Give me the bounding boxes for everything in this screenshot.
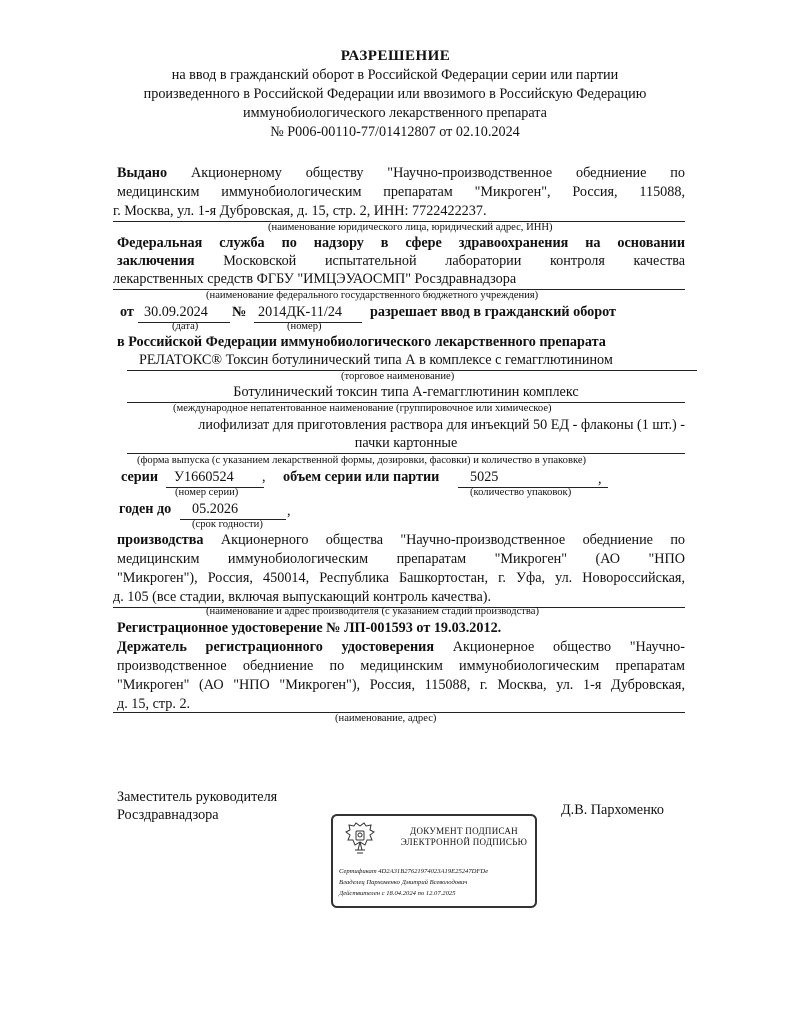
issued-line-2: медицинским иммунобиологическим препаратам "Микроген", Россия, 115088, <box>117 184 685 200</box>
expiry-note: (срок годности) <box>192 519 263 530</box>
manufacturer-line-1 <box>117 531 685 550</box>
stamp-header-line: ДОКУМЕНТ ПОДПИСАН <box>410 826 518 836</box>
batch-volume: 5025 <box>458 468 608 488</box>
series-comma: , <box>262 469 266 485</box>
stamp-certificate: Сертификат 4D2A31B27621974023A19E25247DFDe <box>339 868 489 875</box>
e-signature-stamp <box>331 814 537 908</box>
registration-certificate: Регистрационное удостоверение № ЛП-001593 от 19.03.2012. <box>117 620 502 636</box>
number-note: (номер) <box>287 321 322 332</box>
issued-label: Выдано <box>117 165 168 181</box>
series-note: (номер серии) <box>175 487 239 498</box>
expiry-date: 05.2026 <box>180 500 286 520</box>
holder-note: (наименование, адрес) <box>335 713 437 724</box>
stamp-owner: Владелец Пархоменко Дмитрий Всеволодович <box>339 879 468 886</box>
manufacturer-note: (наименование и адрес производителя (с указанием стадий производства) <box>206 606 539 617</box>
expiry-comma: , <box>287 503 291 519</box>
document-subtitle <box>95 66 695 142</box>
manufacturer-text: Акционерного общества "Научно-производственное обедниение по <box>220 532 686 548</box>
stamp-header-line: ЭЛЕКТРОННОЙ ПОДПИСЬЮ <box>400 837 528 847</box>
expiry-label: годен до <box>119 501 172 517</box>
signer-position-1: Заместитель руководителя <box>117 789 278 805</box>
from-label: от <box>120 304 134 320</box>
drug-bold-line: в Российской Федерации иммунобиологического лекарственного препарата <box>117 334 606 350</box>
subtitle-line: иммунобиологического лекарственного препарата <box>243 105 547 121</box>
inn-note: (международное непатентованное наименование (группировочное или химическое) <box>173 403 552 414</box>
authority-line-1 <box>117 234 685 253</box>
stamp-validity: Действителен с 18.04.2024 по 12.07.2025 <box>339 890 456 897</box>
holder-label: Держатель регистрационного удостоверения <box>117 639 435 655</box>
holder-line-1 <box>117 638 685 657</box>
emblem-icon <box>343 820 377 860</box>
manufacturer-line-2: медицинским иммунобиологическим препаратам "Микроген" (АО "НПО <box>117 551 685 567</box>
form-note: (форма выпуска (с указанием лекарственной формы, дозировки, фасовки) и количество в упаковке) <box>137 455 587 466</box>
authority-text: Московской испытательной лаборатории контроля качества <box>223 253 686 269</box>
authority-bold-start: заключения <box>117 253 195 269</box>
manufacturer-label: производства <box>117 532 204 548</box>
holder-line-2: производственное обедниение по медицинским иммунобиологическим препаратам <box>117 658 685 674</box>
trade-name: РЕЛАТОКС® Токсин ботулинический типа А в комплексе с гемагглютинином <box>127 351 697 371</box>
issued-line-3: г. Москва, ул. 1-я Дубровская, д. 15, стр. 2, ИНН: 7722422237. <box>113 202 685 222</box>
holder-line-4: д. 15, стр. 2. <box>117 696 191 712</box>
issued-text: Акционерному обществу "Научно-производственное обедниение по <box>190 165 685 181</box>
dosage-form-line-1: лиофилизат для приготовления раствора для инъекций 50 ЕД - флаконы (1 шт.) - <box>198 417 685 433</box>
issued-line-1 <box>117 164 685 183</box>
holder-line-3: "Микроген" (АО "НПО "Микроген"), Россия, 115088, г. Москва, ул. 1-я Дубровская, <box>117 677 685 693</box>
number-label: № <box>232 304 247 320</box>
holder-text: Акционерное общество "Научно- <box>452 639 685 655</box>
signer-position-2: Росздравнадзора <box>117 807 219 823</box>
signer-name: Д.В. Пархоменко <box>561 802 664 818</box>
subtitle-line: на ввод в гражданский оборот в Российской Федерации серии или партии <box>171 67 619 83</box>
series-number: У1660524 <box>166 468 264 488</box>
volume-note: (количество упаковок) <box>470 487 572 498</box>
authority-line-3: лекарственных средств ФГБУ "ИМЦЭУАОСМП" Росздравнадзора <box>113 270 685 290</box>
inn-name: Ботулинический токсин типа А-гемагглютинин комплекс <box>127 383 685 403</box>
trade-note: (торговое наименование) <box>341 371 455 382</box>
series-label: серии <box>121 469 159 485</box>
permits-text: разрешает ввод в гражданский оборот <box>370 304 616 320</box>
volume-label: объем серии или партии <box>283 469 440 485</box>
date-note: (дата) <box>172 321 199 332</box>
conclusion-date: 30.09.2024 <box>138 303 230 323</box>
authority-bold: Федеральная служба по надзору в сфере здравоохранения на основании <box>117 235 685 251</box>
authority-note: (наименование федерального государственного бюджетного учреждения) <box>206 290 539 301</box>
volume-comma: , <box>598 471 602 487</box>
subtitle-line: произведенного в Российской Федерации или ввозимого в Российскую Федерацию <box>143 86 647 102</box>
manufacturer-line-3: "Микроген"), Россия, 450014, Республика Башкортостан, г. Уфа, ул. Новороссийская, <box>117 570 685 586</box>
manufacturer-line-4: д. 105 (все стадии, включая выпускающий контроль качества). <box>113 588 685 608</box>
stamp-header <box>399 826 529 848</box>
permit-number: № Р006-00110-77/01412807 от 02.10.2024 <box>270 124 520 140</box>
conclusion-number: 2014ДК-11/24 <box>254 303 362 323</box>
dosage-form-line-2: пачки картонные <box>127 434 685 454</box>
document-title: РАЗРЕШЕНИЕ <box>340 48 451 64</box>
issued-note: (наименование юридического лица, юридический адрес, ИНН) <box>268 222 553 233</box>
authority-line-2 <box>117 252 685 271</box>
